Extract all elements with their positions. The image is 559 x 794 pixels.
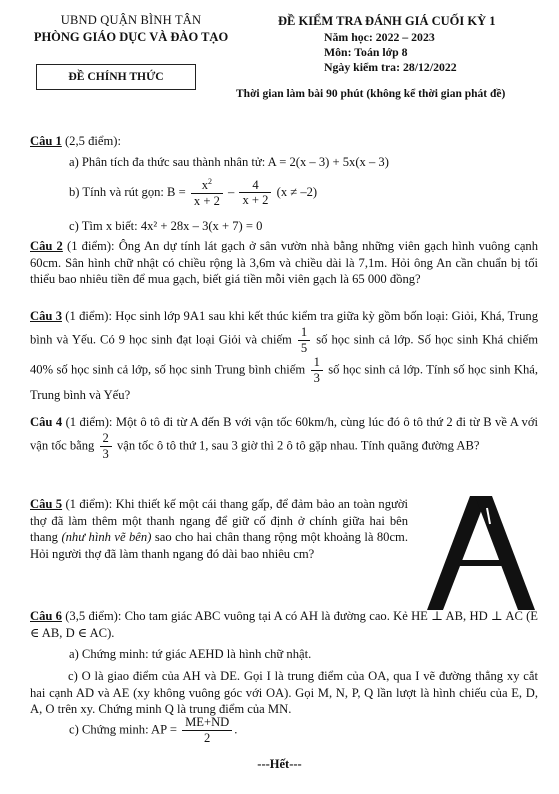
question-3-text-2: số học sinh cả lớp. Số học sinh Khá chiếm 40% số học sinh cả lớp, số học sinh Trung bình chiếm [30,332,538,377]
question-1b [69,178,317,209]
question-4 [30,412,538,462]
fraction [298,326,310,355]
question-2-label: Câu 2 [30,239,63,253]
school-year: Năm học: 2022 – 2023 [324,29,435,44]
fraction-numerator: 1 [311,356,323,371]
question-1-label: Câu 1 [30,134,62,148]
fraction [182,716,232,745]
question-1b-condition: (x ≠ –2) [276,185,318,200]
fraction-numerator: 1 [298,326,310,341]
question-5-label: Câu 5 [30,497,63,511]
fraction [311,356,323,385]
question-4-label: Câu 4 [30,415,63,429]
fraction [239,179,271,208]
question-3 [30,306,538,405]
fraction-denominator: 3 [313,370,320,385]
question-2 [30,238,538,288]
fraction-denominator: x + 2 [193,194,220,209]
question-6 [30,608,538,641]
fraction [100,432,112,461]
exponent: 2 [208,177,213,186]
ladder-figure [425,494,537,612]
question-5 [30,496,408,562]
subject: Môn: Toán lớp 8 [324,44,408,59]
department-name: PHÒNG GIÁO DỤC VÀ ĐÀO TẠO [33,29,229,44]
ladder-right-leg [475,496,535,610]
question-6c-part-1: c) O là giao điểm của AH và DE. Gọi I là trung điểm của OA, qua I vẽ đường thẳng xy cắt hai cạnh AD và AE (xy không vuông góc với OA). Gọi M, N, P, Q lần lượt là hình chiếu của E, D, A, O trên xy. Chứng minh Q là trung điểm của MN. [30,669,538,717]
fraction [191,178,223,209]
question-6c-prefix: c) Chứng minh: AP = [69,722,177,737]
question-3-text-1: (1 điểm): Học sinh lớp 9A1 sau khi kết thúc kiểm tra giữa kỳ gồm bốn loại: Giỏi, Khá, Trung bình và Yếu. Có 9 học sinh đạt loại Giỏi và chiếm [30,309,539,347]
question-6-intro: (3,5 điểm): Cho tam giác ABC vuông tại A có AH là đường cao. Kẻ HE ⊥ AB, HD ⊥ AC (E ∈ AB, D ∈ AC). [30,609,539,640]
question-6-label: Câu 6 [30,609,62,623]
question-1a: a) Phân tích đa thức sau thành nhân tử: A = 2(x – 3) + 5x(x – 3) [69,155,389,169]
ladder-left-leg [427,496,487,610]
end-mark: ---Hết--- [257,757,302,771]
fraction-numerator: 4 [239,179,271,194]
question-1-heading [30,133,538,150]
question-5-text-2: sao cho hai chân thang rộng một khoảng là 80cm. Hỏi người thợ đã làm thanh ngang đó dài bao nhiêu cm? [30,530,408,561]
question-3-text-3: số học sinh cả lớp. Tính số học sinh Khá, Trung bình và Yếu? [30,362,538,403]
question-4-text-2: vận tốc ô tô thứ 1, sau 3 giờ thì 2 ô tô gặp nhau. Tính quãng đường AB? [116,438,480,453]
question-6a: a) Chứng minh: tứ giác AEHD là hình chữ nhật. [69,647,312,661]
question-1b-prefix: b) Tính và rút gọn: B = [69,185,186,200]
exam-duration: Thời gian làm bài 90 phút (không kể thời gian phát đề) [236,88,506,100]
exam-title: ĐỀ KIỂM TRA ĐÁNH GIÁ CUỐI KỲ 1 [278,14,496,28]
official-exam-box: ĐỀ CHÍNH THỨC [36,64,196,90]
fraction-numerator: 2 [100,432,112,447]
question-5-text-1: (1 điểm): Khi thiết kế một cái thang gấp, để đảm bảo an toàn người thợ đã làm thêm một thanh ngang để giữ cố định ở chính giữa hai bên thang [30,497,409,545]
fraction-numerator: x [201,178,209,193]
district-name: UBND QUẬN BÌNH TÂN [60,13,202,27]
fraction-numerator: ME+ND [182,716,232,731]
school-header [20,12,242,45]
minus-sign: – [228,185,235,200]
fraction-denominator: 3 [102,447,109,462]
exam-date: Ngày kiểm tra: 28/12/2022 [324,59,457,74]
question-6c-part-2: c) Chứng minh: AP = $\frac{ME+ND}{2}$ . [69,715,238,745]
question-2-text: (1 điểm): Ông An dự tính lát gạch ở sân vườn nhà bằng những viên gạch hình vuông cạnh 60cm. Sân hình chữ nhật có chiều rộng là 3,6m và chiều dài là 7,1m. Hỏi ông An cần chuẩn bị tối thiểu bao nhiêu tiền để mua gạch, biết giá tiền mỗi viên gạch là 65 000 đồng? [30,239,539,287]
question-5-figure-note: (như hình vẽ bên) [61,530,152,545]
question-1-points: (2,5 điểm): [61,134,121,148]
question-1c: c) Tìm x biết: 4x² + 28x – 3(x + 7) = 0 [69,219,263,233]
ladder-crossbar [455,560,511,566]
fraction-denominator: 5 [300,341,308,356]
exam-header [236,13,552,100]
fraction-denominator: 2 [204,730,211,745]
question-4-text-1: (1 điểm): Một ô tô đi từ A đến B với vận tốc 60km/h, cùng lúc đó ô tô thứ 2 đi từ B về A với vận tốc bằng [30,415,539,453]
fraction-denominator: x + 2 [242,193,269,208]
question-3-label: Câu 3 [30,309,62,323]
